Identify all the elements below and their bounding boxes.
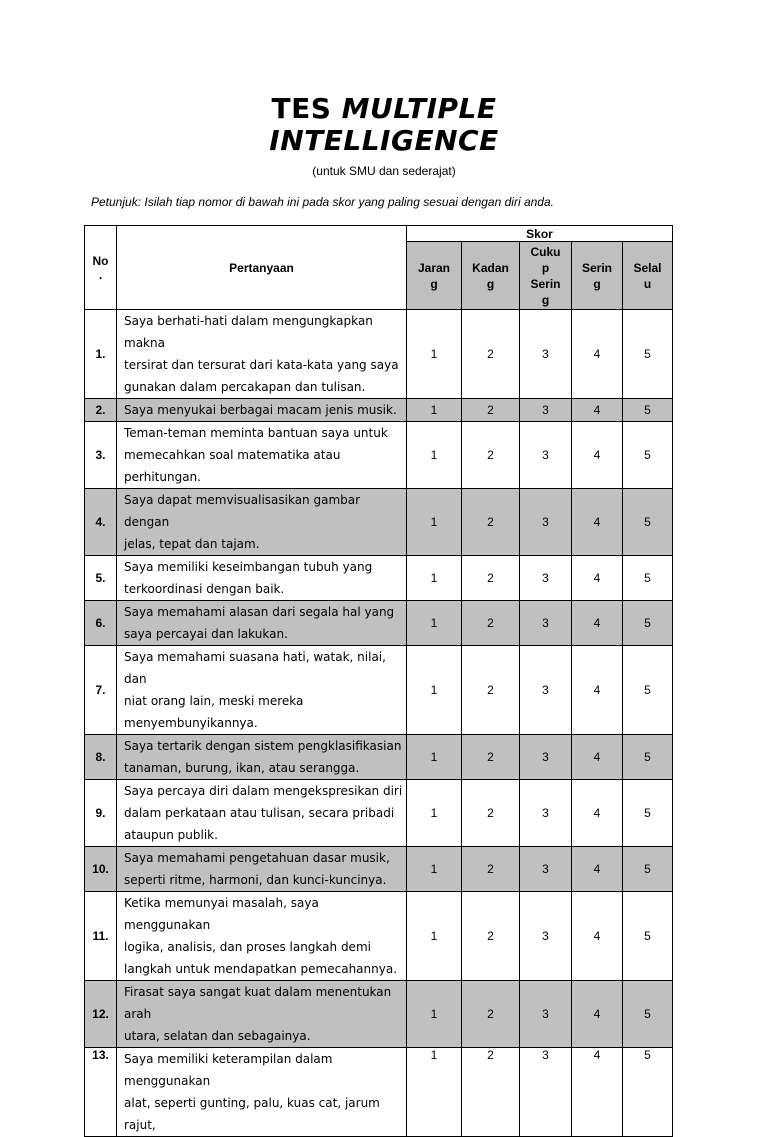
question-text-line: Saya menyukai berbagai macam jenis musik. <box>124 403 397 417</box>
score-option[interactable]: 1 <box>407 489 462 556</box>
question-text-line: ataupun publik. <box>124 828 218 842</box>
score-option[interactable]: 4 <box>572 981 623 1048</box>
question-rows <box>85 310 673 1137</box>
question-row <box>85 847 673 892</box>
score-option[interactable]: 5 <box>623 399 673 422</box>
question-row <box>85 399 673 422</box>
score-option[interactable]: 2 <box>462 422 520 489</box>
question-text-line: seperti ritme, harmoni, dan kunci-kuncinya. <box>124 873 387 887</box>
score-option[interactable]: 1 <box>407 556 462 601</box>
score-option[interactable]: 5 <box>623 847 673 892</box>
score-option[interactable]: 4 <box>572 422 623 489</box>
score-option[interactable]: 1 <box>407 847 462 892</box>
question-text <box>117 735 407 780</box>
score-option[interactable]: 2 <box>462 780 520 847</box>
score-option[interactable]: 3 <box>520 780 572 847</box>
option-line: Serin <box>581 260 612 275</box>
score-option[interactable]: 4 <box>572 489 623 556</box>
question-text-line: Saya memiliki keterampilan dalam menggunakan <box>124 1052 333 1088</box>
question-row <box>85 489 673 556</box>
score-option[interactable]: 5 <box>623 1048 673 1137</box>
question-row <box>85 981 673 1048</box>
score-option[interactable]: 4 <box>572 1048 623 1137</box>
score-option[interactable]: 2 <box>462 981 520 1048</box>
subtitle: (untuk SMU dan sederajat) <box>312 164 456 178</box>
question-number: 12. <box>85 981 117 1048</box>
instruction-text: Isilah tiap nomor di bawah ini pada skor yang paling sesuai dengan diri anda. <box>141 195 554 209</box>
score-option[interactable]: 5 <box>623 646 673 735</box>
option-line: g <box>430 276 438 291</box>
question-number: 9. <box>85 780 117 847</box>
question-row <box>85 310 673 399</box>
score-option[interactable]: 2 <box>462 1048 520 1137</box>
score-option[interactable]: 4 <box>572 735 623 780</box>
score-option[interactable]: 5 <box>623 735 673 780</box>
score-option[interactable]: 1 <box>407 1048 462 1137</box>
question-text-line: memecahkan soal matematika atau perhitungan. <box>124 448 341 484</box>
question-number: 13. <box>85 1048 117 1137</box>
question-text <box>117 981 407 1048</box>
score-option[interactable]: 4 <box>572 646 623 735</box>
question-text-line: tersirat dan tersurat dari kata-kata yang saya <box>124 358 399 372</box>
option-line: Selal <box>633 260 662 275</box>
score-option[interactable]: 5 <box>623 556 673 601</box>
question-text-line: langkah untuk mendapatkan pemecahannya. <box>124 962 398 976</box>
score-option[interactable]: 3 <box>520 601 572 646</box>
score-option[interactable]: 1 <box>407 892 462 981</box>
score-option[interactable]: 4 <box>572 892 623 981</box>
question-text-line: Saya memiliki keseimbangan tubuh yang <box>124 560 373 574</box>
question-number: 11. <box>85 892 117 981</box>
question-text <box>117 310 407 399</box>
question-row <box>85 780 673 847</box>
header-option-jarang <box>407 242 462 310</box>
question-text <box>117 847 407 892</box>
question-text-line: Saya memahami pengetahuan dasar musik, <box>124 851 390 865</box>
header-no-line-1: No <box>92 253 109 268</box>
option-line: g <box>541 292 550 307</box>
score-option[interactable]: 3 <box>520 489 572 556</box>
header-score: Skor <box>407 226 673 242</box>
question-number: 1. <box>85 310 117 399</box>
score-option[interactable]: 3 <box>520 422 572 489</box>
header-option-sering <box>572 242 623 310</box>
header-no <box>85 226 117 310</box>
option-line: Cuku <box>530 244 561 259</box>
score-option[interactable]: 2 <box>462 399 520 422</box>
score-option[interactable]: 3 <box>520 847 572 892</box>
question-text-line: Saya berhati-hati dalam mengungkapkan makna <box>124 314 373 350</box>
header-no-line-2: . <box>98 267 103 282</box>
score-option[interactable]: 5 <box>623 981 673 1048</box>
question-text-line: niat orang lain, meski mereka <box>124 694 304 708</box>
question-text-line: Saya tertarik dengan sistem pengklasifikasian <box>124 739 402 753</box>
header-question: Pertanyaan <box>117 226 407 310</box>
question-text-line: jelas, tepat dan tajam. <box>124 537 260 551</box>
score-option[interactable]: 4 <box>572 399 623 422</box>
score-option[interactable]: 1 <box>407 310 462 399</box>
title-plain: TES <box>271 92 342 125</box>
question-text-line: tanaman, burung, ikan, atau serangga. <box>124 761 360 775</box>
option-line: Kadan <box>472 260 509 275</box>
question-row <box>85 601 673 646</box>
question-row <box>85 892 673 981</box>
question-row <box>85 422 673 489</box>
question-text <box>117 399 407 422</box>
question-text <box>117 601 407 646</box>
score-option[interactable]: 3 <box>520 556 572 601</box>
instruction <box>91 195 554 209</box>
question-text-line: saya percayai dan lakukan. <box>124 627 288 641</box>
score-option[interactable]: 1 <box>407 399 462 422</box>
option-line: g <box>486 276 495 291</box>
document-title <box>0 93 768 157</box>
question-text <box>117 646 407 735</box>
score-option[interactable]: 5 <box>623 489 673 556</box>
option-line: g <box>593 276 601 291</box>
score-option[interactable]: 3 <box>520 646 572 735</box>
question-text <box>117 489 407 556</box>
score-option[interactable]: 3 <box>520 1048 572 1137</box>
question-number: 8. <box>85 735 117 780</box>
option-line: Jaran <box>417 260 451 275</box>
score-option[interactable]: 1 <box>407 735 462 780</box>
title-line-2: INTELLIGENCE <box>269 124 499 157</box>
question-text-line: Teman-teman meminta bantuan saya untuk <box>124 426 388 440</box>
option-line: Serin <box>530 276 561 291</box>
question-text-line: utara, selatan dan sebagainya. <box>124 1029 311 1043</box>
question-number: 4. <box>85 489 117 556</box>
score-option[interactable]: 5 <box>623 780 673 847</box>
question-number: 2. <box>85 399 117 422</box>
score-option[interactable]: 5 <box>623 601 673 646</box>
header-option-cukup-sering <box>520 242 572 310</box>
score-option[interactable]: 2 <box>462 847 520 892</box>
header-option-kadang <box>462 242 520 310</box>
question-text-line: Saya percaya diri dalam mengekspresikan diri <box>124 784 403 798</box>
score-option[interactable]: 2 <box>462 310 520 399</box>
score-option[interactable]: 2 <box>462 601 520 646</box>
score-option[interactable]: 2 <box>462 646 520 735</box>
score-option[interactable]: 2 <box>462 735 520 780</box>
score-option[interactable]: 1 <box>407 601 462 646</box>
question-text-line: dalam perkataan atau tulisan, secara pribadi <box>124 806 395 820</box>
score-option[interactable]: 5 <box>623 310 673 399</box>
score-option[interactable]: 3 <box>520 892 572 981</box>
question-number: 7. <box>85 646 117 735</box>
question-text <box>117 556 407 601</box>
question-text <box>117 892 407 981</box>
score-option[interactable]: 4 <box>572 556 623 601</box>
questionnaire-table <box>84 225 673 1137</box>
title-line-1 <box>0 93 768 125</box>
score-option[interactable]: 2 <box>462 556 520 601</box>
score-option[interactable]: 4 <box>572 310 623 399</box>
score-option[interactable]: 2 <box>462 892 520 981</box>
question-text-line: terkoordinasi dengan baik. <box>124 582 285 596</box>
score-option[interactable]: 4 <box>572 847 623 892</box>
question-text-line: Ketika memunyai masalah, saya menggunakan <box>124 896 319 932</box>
question-row <box>85 1048 673 1137</box>
question-number: 5. <box>85 556 117 601</box>
title-italic: MULTIPLE <box>341 92 497 125</box>
score-option[interactable]: 2 <box>462 489 520 556</box>
score-option[interactable]: 5 <box>623 892 673 981</box>
score-option[interactable]: 1 <box>407 646 462 735</box>
question-text-line: Firasat saya sangat kuat dalam menentukan arah <box>124 985 392 1021</box>
score-option[interactable]: 3 <box>520 981 572 1048</box>
question-text-line: Saya dapat memvisualisasikan gambar dengan <box>124 493 361 529</box>
question-number: 6. <box>85 601 117 646</box>
score-option[interactable]: 3 <box>520 399 572 422</box>
score-option[interactable]: 4 <box>572 780 623 847</box>
question-row <box>85 646 673 735</box>
question-row <box>85 556 673 601</box>
question-text-line: gunakan dalam percakapan dan tulisan. <box>124 380 366 394</box>
question-number: 3. <box>85 422 117 489</box>
question-text-line: menyembunyikannya. <box>124 716 258 730</box>
question-number: 10. <box>85 847 117 892</box>
option-line: u <box>643 276 652 291</box>
question-row <box>85 735 673 780</box>
score-option[interactable]: 1 <box>407 981 462 1048</box>
question-text-line: alat, seperti gunting, palu, kuas cat, jarum rajut, <box>124 1096 380 1132</box>
score-option[interactable]: 3 <box>520 310 572 399</box>
question-text-line: logika, analisis, dan proses langkah demi <box>124 940 371 954</box>
instruction-label: Petunjuk: <box>91 195 142 209</box>
score-option[interactable]: 1 <box>407 780 462 847</box>
question-text-line: Saya memahami alasan dari segala hal yang <box>124 605 395 619</box>
option-line: p <box>541 260 550 275</box>
header-option-selalu <box>623 242 673 310</box>
score-option[interactable]: 1 <box>407 422 462 489</box>
question-text <box>117 1048 407 1137</box>
score-option[interactable]: 3 <box>520 735 572 780</box>
score-option[interactable]: 5 <box>623 422 673 489</box>
score-option[interactable]: 4 <box>572 601 623 646</box>
question-text <box>117 780 407 847</box>
question-text <box>117 422 407 489</box>
question-text-line: Saya memahami suasana hati, watak, nilai, dan <box>124 650 386 686</box>
